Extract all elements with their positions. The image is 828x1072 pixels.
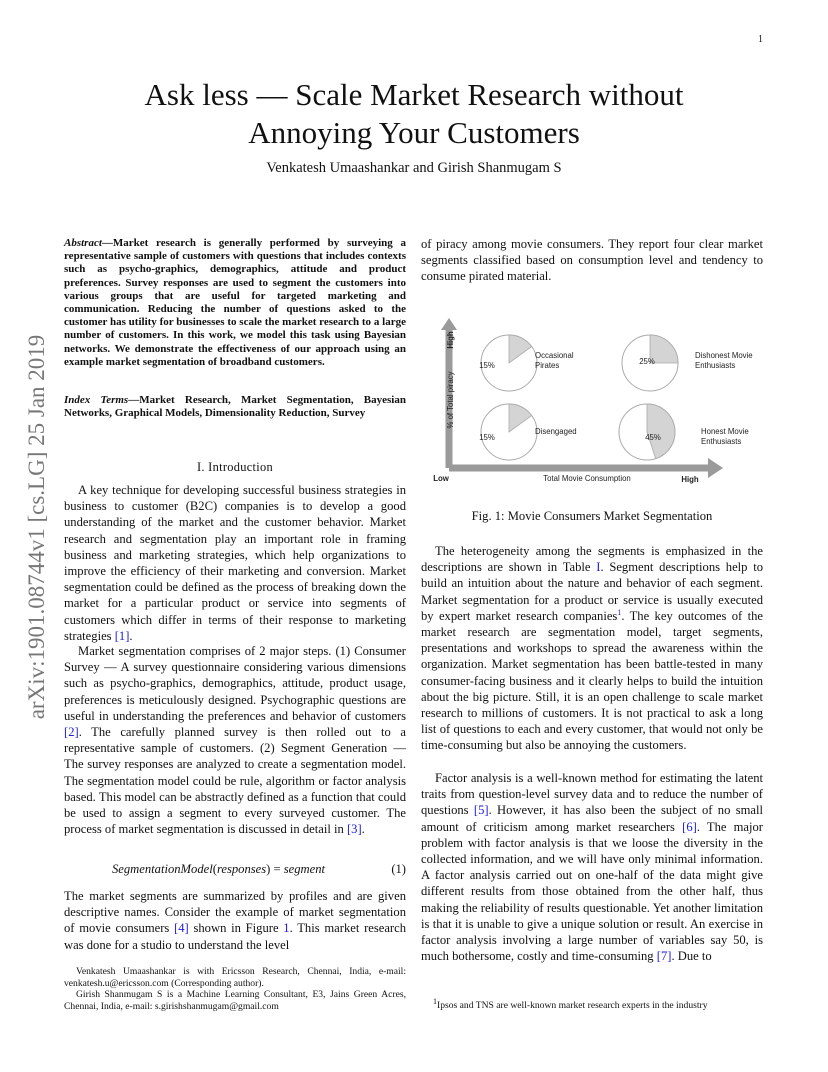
abstract: Abstract—Market research is generally performed by surveying a representative sample of customers with questions that includes contexts such as psycho-graphics, demographics, attitude and product preferences. Survey responses are used to segment the customers into various groups that are useful for targeted marketing and communication. Reducing the number of questions asked to the customer has utility for businesses to scale the market research to a large number of customers. In this work, we model this task using Bayesian networks. We demonstrate the effectiveness of our approach using an example market segmentation of broadband customers. <box>64 237 406 368</box>
paper-title <box>90 76 738 152</box>
intro-paragraph-1: A key technique for developing successful business strategies in business to customer (B2C) companies is to develop a good understanding of the market and the customer behavior. Market research and segmentation play an important role in framing business and marketing strategies, which help organizations to improve the efficiency of their marketing and conversion. Market segmentation could be defined as the process of breaking down the market for a particular product or service into segments of customers which differ in terms of their response to marketing strategies [1]. <box>64 483 406 643</box>
citation-link[interactable]: [2] <box>64 725 79 740</box>
arxiv-id: arXiv:1901.08744v1 [cs.LG] 25 Jan 2019 <box>24 334 49 720</box>
figure-1 <box>425 318 763 498</box>
abstract-label: Abstract <box>64 237 102 249</box>
intro-paragraph-2: Market segmentation comprises of 2 major steps. (1) Consumer Survey — A survey questionnaire considering various dimensions such as psycho-graphics, demographics, attitude, product usage, preferences is meticulously designed. Psychographic questions are useful in understanding the preferences and behavior of customers [2]. The carefully planned survey is then rolled out to a representative sample of customers. (2) Segment Generation — The survey responses are analyzed to create a segmentation model. The segmentation model could be rule, algorithm or factor analysis based. This model can be abstractly defined as a function that could be used to assign a segment to every surveyed customer. The process of market segmentation is discussed in detail in [3]. <box>64 644 406 837</box>
x-axis-label: Total Movie Consumption <box>543 474 631 483</box>
citation-link[interactable]: [4] <box>174 921 189 936</box>
y-axis-high-label: High <box>446 331 455 349</box>
citation-link[interactable]: [6] <box>682 819 697 834</box>
footnote-author-2: Girish Shanmugam S is a Machine Learning Consultant, E3, Jains Green Acres, Chennai, India, e-mail: s.girishshanmugam@gmail.com <box>64 989 406 1012</box>
table-ref-link[interactable]: I <box>596 560 601 575</box>
pie-honest-enthusiasts <box>619 404 675 460</box>
quadrant-dishonest-enthusiasts <box>622 335 753 391</box>
label-occasional-pirates-1: Occasional <box>535 351 574 360</box>
citation-link[interactable]: [5] <box>473 803 489 818</box>
index-terms: Index Terms—Market Research, Market Segmentation, Bayesian Networks, Graphical Models, Dimensionality Reduction, Survey <box>64 394 406 420</box>
citation-link[interactable]: [1] <box>114 628 130 643</box>
label-honest-enthusiasts-2: Enthusiasts <box>701 437 742 446</box>
footnote-1-text: Ipsos and TNS are well-known market research experts in the industry <box>437 1000 708 1011</box>
x-axis-low-label: Low <box>433 474 449 483</box>
index-terms-text: Market Research, Market Segmentation, Bayesian Networks, Graphical Models, Dimensionality Reduction, Survey <box>64 394 406 420</box>
percent-occasional-pirates: 15% <box>479 361 495 370</box>
title-line-2: Annoying Your Customers <box>248 115 580 150</box>
footnote-author-1: Venkatesh Umaashankar is with Ericsson Research, Chennai, India, e-mail: venkatesh.u@ericsson.com (Corresponding author). <box>64 966 406 989</box>
quadrant-occasional-pirates <box>479 335 574 391</box>
title-line-1: Ask less — Scale Market Research without <box>144 77 684 112</box>
author-footnotes <box>64 966 406 1012</box>
segmentation-diagram <box>425 318 763 498</box>
label-dishonest-enthusiasts-2: Enthusiasts <box>695 361 736 370</box>
right-paragraph-1: of piracy among movie consumers. They report four clear market segments classified based on consumption level and tendency to consume pirated material. <box>421 237 763 284</box>
page-number: 1 <box>758 34 763 45</box>
citation-link[interactable]: [7] <box>656 949 672 964</box>
equation-number: (1) <box>391 862 406 876</box>
label-honest-enthusiasts-1: Honest Movie <box>701 427 749 436</box>
footnote-1 <box>421 996 763 1011</box>
percent-disengaged: 15% <box>479 433 495 442</box>
percent-dishonest-enthusiasts: 25% <box>639 357 655 366</box>
right-paragraph-3: Factor analysis is a well-known method for estimating the latent traits from question-level survey data and to reduce the number of questions [5]. However, it has also been the subject of no small amount of criticism among market researchers [6]. The major problem with factor analysis is that we loose the diversity in the collected information, and we will have only minimal information. A factor analysis carried out on one-half of the data might give different results from those obtained from the other half, thus making the reliability of results questionable. Yet another limitation is that it is unable to give a unique solution or result. An exercise in factor analysis involving a large number of variables say 50, is much bothersome, costly and time-consuming [7]. Due to <box>421 771 763 964</box>
percent-honest-enthusiasts: 45% <box>645 433 661 442</box>
figure-1-caption: Fig. 1: Movie Consumers Market Segmentation <box>471 509 713 523</box>
quadrant-honest-enthusiasts <box>619 404 749 460</box>
x-axis-arrowhead <box>708 458 723 478</box>
label-occasional-pirates-2: Pirates <box>535 361 560 370</box>
abstract-text: Market research is generally performed by surveying a representative sample of customers with questions that includes contexts such as psycho-graphics, demographics, attitude and product preferences. Survey responses are used to segment the customers into various groups that are useful for targeted marketing and communication. Reducing the number of questions asked to the customer has utility for businesses to scale the market research to a large number of customers. In this work, we model this task using Bayesian networks. We demonstrate the effectiveness of our approach using an example market segmentation of broadband customers. <box>64 237 406 368</box>
equation-arg: responses <box>216 862 267 876</box>
equation-lhs: SegmentationModel <box>112 862 213 876</box>
authors: Venkatesh Umaashankar and Girish Shanmugam S <box>266 160 562 176</box>
arxiv-sidebar-stamp <box>22 292 52 762</box>
figure-ref-link[interactable]: 1 <box>283 921 290 936</box>
y-axis-label: % of Total piracy <box>446 371 455 429</box>
pie-disengaged <box>481 404 537 460</box>
intro-paragraph-3: The market segments are summarized by profiles and are given descriptive names. Consider the example of market segmentation of movie consumers [4] shown in Figure 1. This market research was done for a studio to understand the level <box>64 889 407 952</box>
section-heading-introduction: I. Introduction <box>196 460 274 474</box>
footnote-1-mark: 1 <box>433 996 437 1006</box>
right-paragraph-2: The heterogeneity among the segments is emphasized in the descriptions are shown in Table I. Segment descriptions help to build an intuition about the nature and behavior of each segment. Market segmentation for a product or service is usually executed by expert market research companies$^1$. The key outcomes of the market research are segmentation model, target segments, presentations and workshops to spread the awareness within the organization. Market segmentation has been battle-tested in many consumer-facing business and it clearly helps to build the intuition about the big picture. Still, it is an open challenge to scale market research to millions of customers. It is not practical to ask a long list of questions to each and every customer, that would not only be time-consuming but also be annoying the customers. <box>421 544 763 753</box>
x-axis-high-label: High <box>681 475 699 484</box>
footnote-marker[interactable]: 1 <box>617 607 622 617</box>
label-dishonest-enthusiasts-1: Dishonest Movie <box>695 351 753 360</box>
quadrant-disengaged <box>479 404 576 460</box>
citation-link[interactable]: [3] <box>346 822 362 837</box>
label-disengaged-1: Disengaged <box>535 427 577 436</box>
y-axis-arrowhead <box>441 318 457 330</box>
equation-rhs: segment <box>283 862 326 876</box>
index-terms-label: Index Terms <box>64 394 129 406</box>
